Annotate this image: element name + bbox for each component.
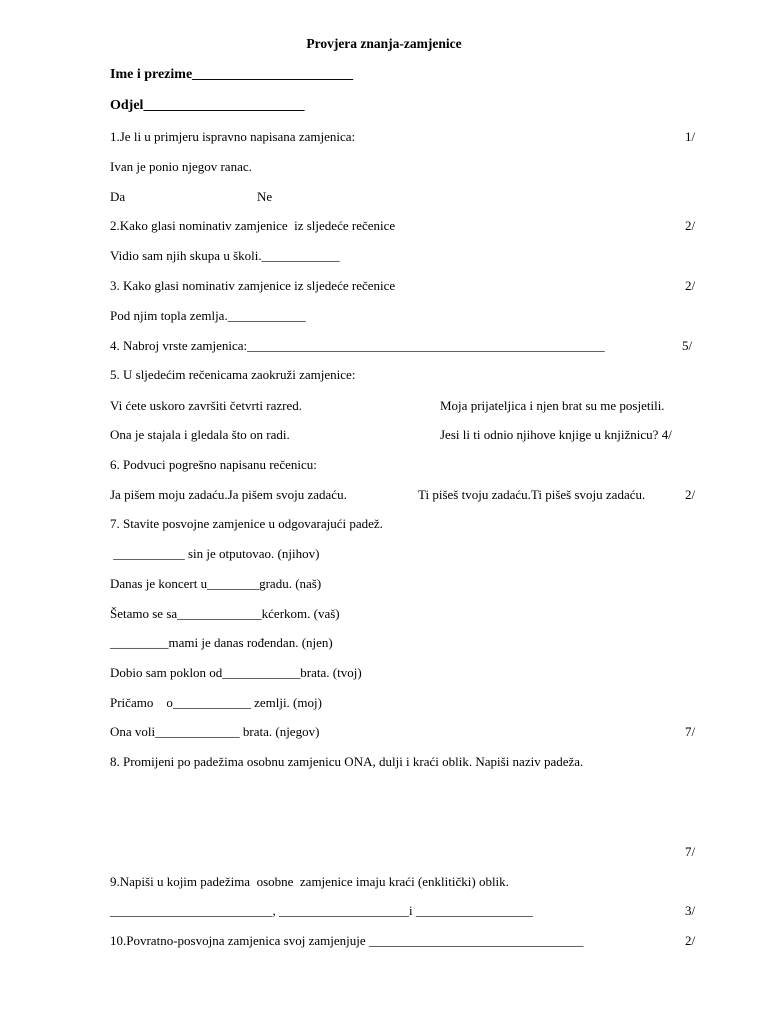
class-field[interactable]: Odjel_______________________ <box>110 98 305 113</box>
question-6-points: 2/ <box>685 487 696 502</box>
name-field[interactable]: Ime i prezime_______________________ <box>110 67 354 82</box>
question-7-line-7[interactable]: Ona voli_____________ brata. (njegov) <box>110 724 320 739</box>
question-7-line-6[interactable]: Pričamo o____________ zemlji. (moj) <box>110 695 322 710</box>
answer-yes[interactable]: Da <box>110 189 126 204</box>
question-5-sentence-1[interactable]: Vi ćete uskoro završiti četvrti razred. <box>110 398 302 413</box>
question-6-sentence-1[interactable]: Ja pišem moju zadaću.Ja pišem svoju zadaću. <box>110 487 347 502</box>
question-3-points: 2/ <box>685 278 696 293</box>
worksheet-title: Provjera znanja-zamjenice <box>306 36 462 51</box>
question-4[interactable]: 4. Nabroj vrste zamjenica:_______________________________________________________ <box>110 338 605 353</box>
question-8: 8. Promijeni po padežima osobnu zamjenicu ONA, dulji i kraći oblik. Napiši naziv padeža. <box>110 754 584 769</box>
question-5: 5. U sljedećim rečenicama zaokruži zamjenice: <box>110 367 356 382</box>
question-7-line-5[interactable]: Dobio sam poklon od____________brata. (tvoj) <box>110 665 362 680</box>
question-7-line-4[interactable]: _________mami je danas rođendan. (njen) <box>110 635 333 650</box>
question-6-sentence-2[interactable]: Ti pišeš tvoju zadaću.Ti pišeš svoju zadaću. <box>418 487 646 502</box>
question-9: 9.Napiši u kojim padežima osobne zamjenice imaju kraći (enklitički) oblik. <box>110 874 509 889</box>
question-7-points: 7/ <box>685 724 696 739</box>
question-5-sentence-3[interactable]: Ona je stajala i gledala što on radi. <box>110 427 290 442</box>
question-2-example[interactable]: Vidio sam njih skupa u školi.____________ <box>110 248 340 263</box>
question-9-points: 3/ <box>685 903 696 918</box>
question-5-sentence-4[interactable]: Jesi li ti odnio njihove knjige u knjižnicu? 4/ <box>440 427 672 442</box>
question-2: 2.Kako glasi nominativ zamjenice iz sljedeće rečenice <box>110 218 396 233</box>
question-7-line-1[interactable]: ___________ sin je otputovao. (njihov) <box>110 546 320 561</box>
question-2-points: 2/ <box>685 218 696 233</box>
question-7-line-3[interactable]: Šetamo se sa_____________kćerkom. (vaš) <box>110 606 340 621</box>
question-1-points: 1/ <box>685 129 696 144</box>
question-10[interactable]: 10.Povratno-posvojna zamjenica svoj zamjenjuje _________________________________ <box>110 933 584 948</box>
question-5-sentence-2[interactable]: Moja prijateljica i njen brat su me posjetili. <box>440 398 665 413</box>
question-7-line-2[interactable]: Danas je koncert u________gradu. (naš) <box>110 576 322 591</box>
question-7: 7. Stavite posvojne zamjenice u odgovarajući padež. <box>110 516 383 531</box>
question-10-points: 2/ <box>685 933 696 948</box>
question-8-points: 7/ <box>685 844 696 859</box>
question-3-example[interactable]: Pod njim topla zemlja.____________ <box>110 308 306 323</box>
question-1-example: Ivan je ponio njegov ranac. <box>110 159 252 174</box>
question-9-answer[interactable]: _________________________, ____________________i __________________ <box>110 903 533 918</box>
question-6: 6. Podvuci pogrešno napisanu rečenicu: <box>110 457 317 472</box>
question-3: 3. Kako glasi nominativ zamjenice iz sljedeće rečenice <box>110 278 396 293</box>
answer-no[interactable]: Ne <box>257 189 273 204</box>
question-4-points: 5/ <box>682 338 693 353</box>
question-1: 1.Je li u primjeru ispravno napisana zamjenica: <box>110 129 356 144</box>
